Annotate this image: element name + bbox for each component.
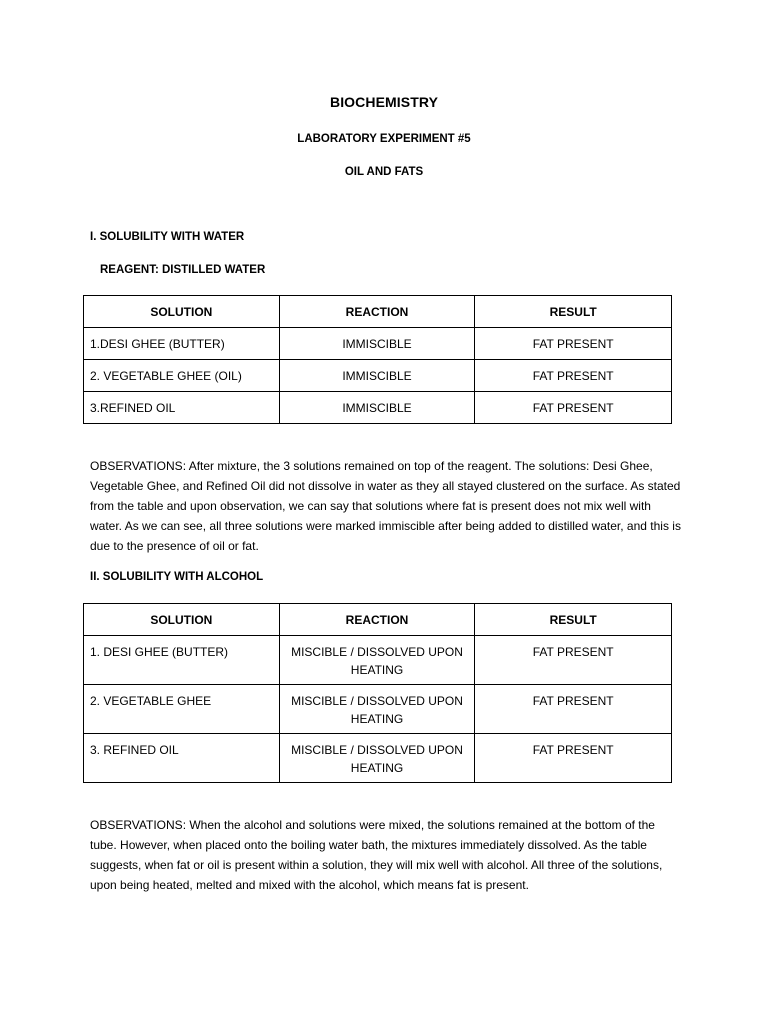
- cell-reaction: IMMISCIBLE: [279, 328, 475, 360]
- cell-reaction: IMMISCIBLE: [279, 360, 475, 392]
- document-subtitle: LABORATORY EXPERIMENT #5: [297, 133, 471, 145]
- alcohol-solubility-table: [83, 603, 672, 783]
- table-row: [84, 734, 672, 783]
- column-header-reaction: REACTION: [279, 604, 475, 636]
- column-header-solution: SOLUTION: [84, 604, 280, 636]
- cell-solution: 2. VEGETABLE GHEE (OIL): [84, 360, 280, 392]
- table-row: [84, 685, 672, 734]
- cell-reaction: MISCIBLE / DISSOLVED UPON HEATING: [279, 685, 475, 734]
- section2-observations: OBSERVATIONS: When the alcohol and solutions were mixed, the solutions remained at the bottom of the tube. However, when placed onto the boiling water bath, the mixtures immediately dissolved. As the table suggests, when fat or oil is present within a solution, they will mix well with alcohol. All three of the solutions, upon being heated, melted and mixed with the alcohol, which means fat is present.: [90, 818, 663, 892]
- cell-solution: 3. REFINED OIL: [84, 734, 280, 783]
- cell-solution: 2. VEGETABLE GHEE: [84, 685, 280, 734]
- cell-result: FAT PRESENT: [475, 734, 672, 783]
- table-row: [84, 392, 672, 424]
- cell-result: FAT PRESENT: [475, 328, 672, 360]
- table-row: [84, 328, 672, 360]
- table-row: [84, 360, 672, 392]
- table-row: [84, 636, 672, 685]
- cell-solution: 1. DESI GHEE (BUTTER): [84, 636, 280, 685]
- section1-heading: I. SOLUBILITY WITH WATER: [90, 231, 245, 243]
- section1-reagent: REAGENT: DISTILLED WATER: [100, 264, 266, 276]
- column-header-result: RESULT: [475, 296, 672, 328]
- column-header-solution: SOLUTION: [84, 296, 280, 328]
- cell-solution: 3.REFINED OIL: [84, 392, 280, 424]
- section2-heading: II. SOLUBILITY WITH ALCOHOL: [90, 571, 264, 583]
- water-solubility-table: [83, 295, 672, 424]
- section1-observations: OBSERVATIONS: After mixture, the 3 solutions remained on top of the reagent. The solutions: Desi Ghee, Vegetable Ghee, and Refined Oil did not dissolve in water as they all stayed clustered on the surface. As stated from the table and upon observation, we can say that solutions where fat is present does not mix well with water. As we can see, all three solutions were marked immiscible after being added to distilled water, and this is due to the presence of oil or fat.: [90, 459, 681, 553]
- cell-solution: 1.DESI GHEE (BUTTER): [84, 328, 280, 360]
- document-title: BIOCHEMISTRY: [329, 94, 439, 110]
- table-header-row: [84, 296, 672, 328]
- cell-result: FAT PRESENT: [475, 685, 672, 734]
- cell-reaction: MISCIBLE / DISSOLVED UPON HEATING: [279, 734, 475, 783]
- cell-result: FAT PRESENT: [475, 636, 672, 685]
- cell-result: FAT PRESENT: [475, 392, 672, 424]
- cell-result: FAT PRESENT: [475, 360, 672, 392]
- cell-reaction: MISCIBLE / DISSOLVED UPON HEATING: [279, 636, 475, 685]
- cell-reaction: IMMISCIBLE: [279, 392, 475, 424]
- column-header-result: RESULT: [475, 604, 672, 636]
- document-topic: OIL AND FATS: [344, 166, 424, 178]
- column-header-reaction: REACTION: [279, 296, 475, 328]
- table-header-row: [84, 604, 672, 636]
